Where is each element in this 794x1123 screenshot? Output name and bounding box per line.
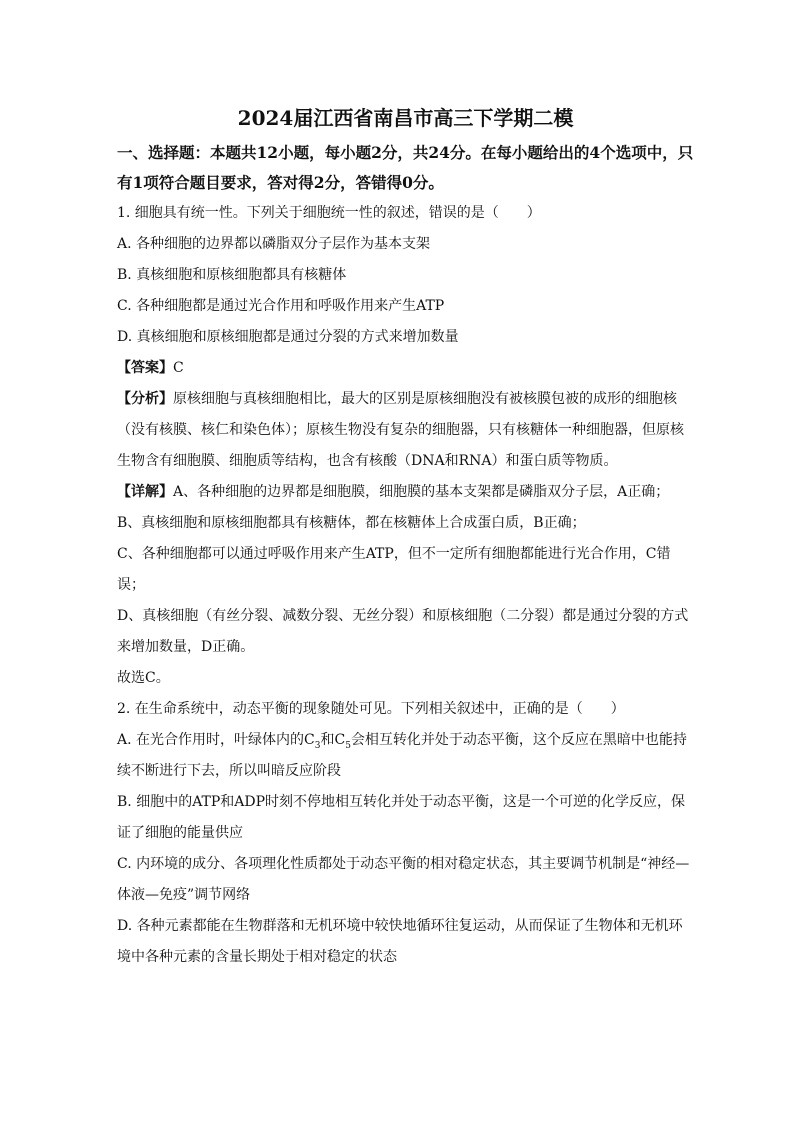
question-1-detail-c: C、各种细胞都可以通过呼吸作用来产生ATP，但不一定所有细胞都能进行光合作用，C错误； xyxy=(117,546,671,593)
question-1-detail-d: D、真核细胞（有丝分裂、减数分裂、无丝分裂）和原核细胞（二分裂）都是通过分裂的方式来增加数量，D正确。 xyxy=(117,608,689,655)
question-2-option-c: C. 内环境的成分、各项理化性质都处于动态平衡的相对稳定状态，其主要调节机制是“神经—体液—免疫”调节网络 xyxy=(117,856,690,903)
question-1-answer xyxy=(117,353,694,384)
question-2-option-d: D. 各种元素都能在生物群落和无机环境中较快地循环往复运动，从而保证了生物体和无机环境中各种元素的含量长期处于相对稳定的状态 xyxy=(117,918,683,965)
subscript-3: 3 xyxy=(314,740,321,751)
option-a-text-2: 和C xyxy=(320,732,346,748)
question-1-option-b: B. 真核细胞和原核细胞都具有核糖体 xyxy=(117,267,347,283)
question-1-analysis xyxy=(117,384,694,477)
question-1-option-a: A. 各种细胞的边界都以磷脂双分子层作为基本支架 xyxy=(117,236,431,252)
question-1-detail-a xyxy=(117,477,694,508)
analysis-tag: 【分析】 xyxy=(117,391,173,407)
section-header: 一、选择题：本题共12小题，每小题2分，共24分。在每小题给出的4个选项中，只有1项符合题目要求，答对得2分，答错得0分。 xyxy=(117,143,694,192)
detail-tag: 【详解】 xyxy=(117,484,173,500)
answer-value: C xyxy=(173,360,184,376)
page-title: 2024届江西省南昌市高三下学期二模 xyxy=(237,106,574,130)
option-a-text-1: A. 在光合作用时，叶绿体内的C xyxy=(117,732,315,748)
question-1-stem: 1. 细胞具有统一性。下列关于细胞统一性的叙述，错误的是（ ） xyxy=(117,205,541,221)
question-2-option-a xyxy=(117,725,694,787)
detail-a-text: A、各种细胞的边界都是细胞膜，细胞膜的基本支架都是磷脂双分子层，A正确； xyxy=(173,484,670,500)
answer-tag: 【答案】 xyxy=(117,360,173,376)
option-a-text-3: 会相互转化并处于动态平衡，这个反应在黑暗中也能持续不断进行下去，所以叫暗反应阶段 xyxy=(117,732,687,779)
question-2-stem: 2. 在生命系统中，动态平衡的现象随处可见。下列相关叙述中，正确的是（ ） xyxy=(117,701,625,717)
question-1-option-c: C. 各种细胞都是通过光合作用和呼吸作用来产生ATP xyxy=(117,298,445,314)
question-1-option-d: D. 真核细胞和原核细胞都是通过分裂的方式来增加数量 xyxy=(117,329,459,345)
analysis-text: 原核细胞与真核细胞相比，最大的区别是原核细胞没有被核膜包被的成形的细胞核（没有核膜、核仁和染色体）；原核生物没有复杂的细胞器，只有核糖体一种细胞器，但原核生物含有细胞膜、细胞质等结构，也含有核酸（DNA和RNA）和蛋白质等物质。 xyxy=(117,391,684,469)
question-2-option-b: B. 细胞中的ATP和ADP时刻不停地相互转化并处于动态平衡，这是一个可逆的化学反应，保证了细胞的能量供应 xyxy=(117,794,686,841)
question-1-conclusion: 故选C。 xyxy=(117,670,170,686)
subscript-5: 5 xyxy=(345,740,351,751)
question-1-detail-b: B、真核细胞和原核细胞都具有核糖体，都在核糖体上合成蛋白质，B正确； xyxy=(117,515,586,531)
